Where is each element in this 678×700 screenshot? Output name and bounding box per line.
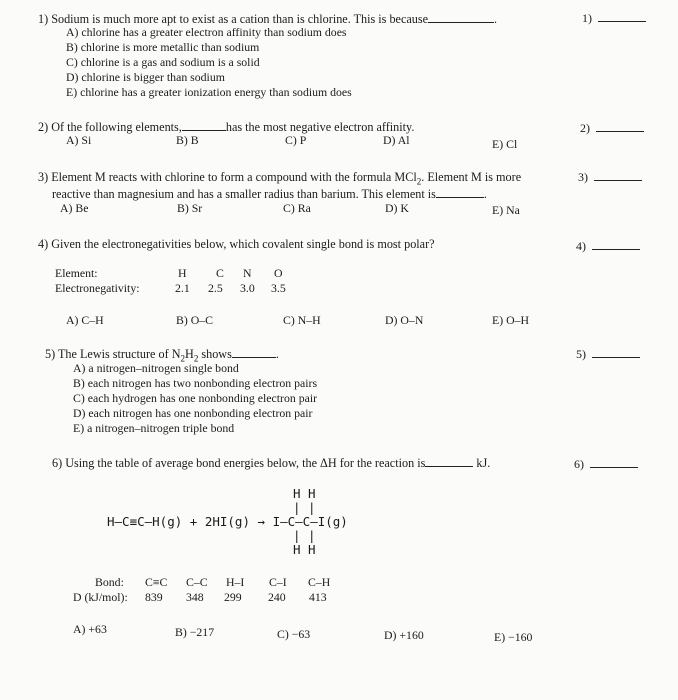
q4-choice-b[interactable]: B) O–C (176, 313, 214, 327)
q5-choice-c[interactable]: C) each hydrogen has one nonbonding electron pair (73, 391, 318, 405)
bond-hi: H–I (226, 575, 245, 589)
q5-answer-slot[interactable]: 5) (576, 347, 640, 362)
bond-ci: C–I (269, 575, 287, 589)
q3-choice-a[interactable]: A) Be (60, 201, 89, 215)
reaction-bottom-hydrogens: H H (293, 542, 316, 557)
q1-choice-a[interactable]: A) chlorine has a greater electron affinity than sodium does (66, 25, 347, 39)
q3-answer-slot[interactable]: 3) (578, 170, 642, 185)
q4-element-label: Element: (55, 266, 98, 280)
q4-value-o: 3.5 (271, 281, 286, 295)
q4-value-h: 2.1 (175, 281, 190, 295)
q4-choice-c[interactable]: C) N–H (283, 313, 321, 327)
q4-answer-slot[interactable]: 4) (576, 239, 640, 254)
energy-label: D (kJ/mol): (73, 590, 128, 604)
q2-answer-slot[interactable]: 2) (580, 121, 644, 136)
q4-choice-e[interactable]: E) O–H (492, 313, 530, 327)
reaction-top-hydrogens: H H (293, 486, 316, 501)
q2-stem: 2) Of the following elements, has the most negative electron affinity. (38, 120, 415, 134)
q4-element-n: N (243, 266, 252, 280)
q3-choice-e[interactable]: E) Na (492, 203, 520, 217)
q3-choice-b[interactable]: B) Sr (177, 201, 203, 215)
bond-cc-single: C–C (186, 575, 208, 589)
reaction-bottom-bonds: | | (293, 528, 316, 543)
q2-choice-a[interactable]: A) Si (66, 133, 92, 147)
q1-choice-d[interactable]: D) chlorine is bigger than sodium (66, 70, 225, 84)
q1-choice-b[interactable]: B) chlorine is more metallic than sodium (66, 40, 260, 54)
q1-answer-slot[interactable]: 1) (582, 11, 646, 26)
q1-stem: 1) Sodium is much more apt to exist as a cation than is chlorine. This is because . (38, 12, 498, 26)
q5-choice-d[interactable]: D) each nitrogen has one nonbonding electron pair (73, 406, 313, 420)
q3-choice-c[interactable]: C) Ra (283, 201, 311, 215)
q5-choice-b[interactable]: B) each nitrogen has two nonbonding electron pairs (73, 376, 318, 390)
energy-hi: 299 (224, 590, 242, 604)
q3-stem-line2: reactive than magnesium and has a smaller radius than barium. This element is . (52, 187, 487, 201)
q6-choice-b[interactable]: B) −217 (175, 625, 215, 639)
q4-stem: 4) Given the electronegativities below, which covalent single bond is most polar? (38, 237, 435, 251)
q4-element-h: H (178, 266, 187, 280)
reaction-equation: H–C≡C–H(g) + 2HI(g) → I–C–C–I(g) (107, 514, 348, 529)
q2-choice-e[interactable]: E) Cl (492, 137, 518, 151)
energy-ch: 413 (309, 590, 327, 604)
q4-choice-d[interactable]: D) O–N (385, 313, 424, 327)
q6-choice-d[interactable]: D) +160 (384, 628, 424, 642)
q4-value-c: 2.5 (208, 281, 223, 295)
q6-answer-slot[interactable]: 6) (574, 457, 638, 472)
q6-choice-e[interactable]: E) −160 (494, 630, 533, 644)
q4-choice-a[interactable]: A) C–H (66, 313, 104, 327)
energy-cc-single: 348 (186, 590, 204, 604)
q5-choice-a[interactable]: A) a nitrogen–nitrogen single bond (73, 361, 239, 375)
q5-choice-e[interactable]: E) a nitrogen–nitrogen triple bond (73, 421, 235, 435)
q6-stem: 6) Using the table of average bond energies below, the ΔH for the reaction is kJ. (52, 456, 491, 470)
q4-element-o: O (274, 266, 283, 280)
energy-cc-triple: 839 (145, 590, 163, 604)
q1-choice-e[interactable]: E) chlorine has a greater ionization energy than sodium does (66, 85, 352, 99)
q2-choice-b[interactable]: B) B (176, 133, 199, 147)
q6-choice-a[interactable]: A) +63 (73, 622, 107, 636)
q3-stem-line1: 3) Element M reacts with chlorine to form a compound with the formula MCl$_2$. Element M is more (38, 170, 522, 187)
bond-ch: C–H (308, 575, 331, 589)
q2-choice-d[interactable]: D) Al (383, 133, 410, 147)
q2-choice-c[interactable]: C) P (285, 133, 307, 147)
q4-electronegativity-label: Electronegativity: (55, 281, 140, 295)
q4-value-n: 3.0 (240, 281, 255, 295)
q4-element-c: C (216, 266, 224, 280)
reaction-top-bonds: | | (293, 500, 316, 515)
energy-ci: 240 (268, 590, 286, 604)
q6-choice-c[interactable]: C) −63 (277, 627, 311, 641)
q5-stem: 5) The Lewis structure of $N_2H_2$ shows . (45, 347, 279, 364)
q1-choice-c[interactable]: C) chlorine is a gas and sodium is a solid (66, 55, 260, 69)
q3-choice-d[interactable]: D) K (385, 201, 409, 215)
bond-label: Bond: (95, 575, 124, 589)
bond-cc-triple: C≡C (145, 575, 168, 589)
